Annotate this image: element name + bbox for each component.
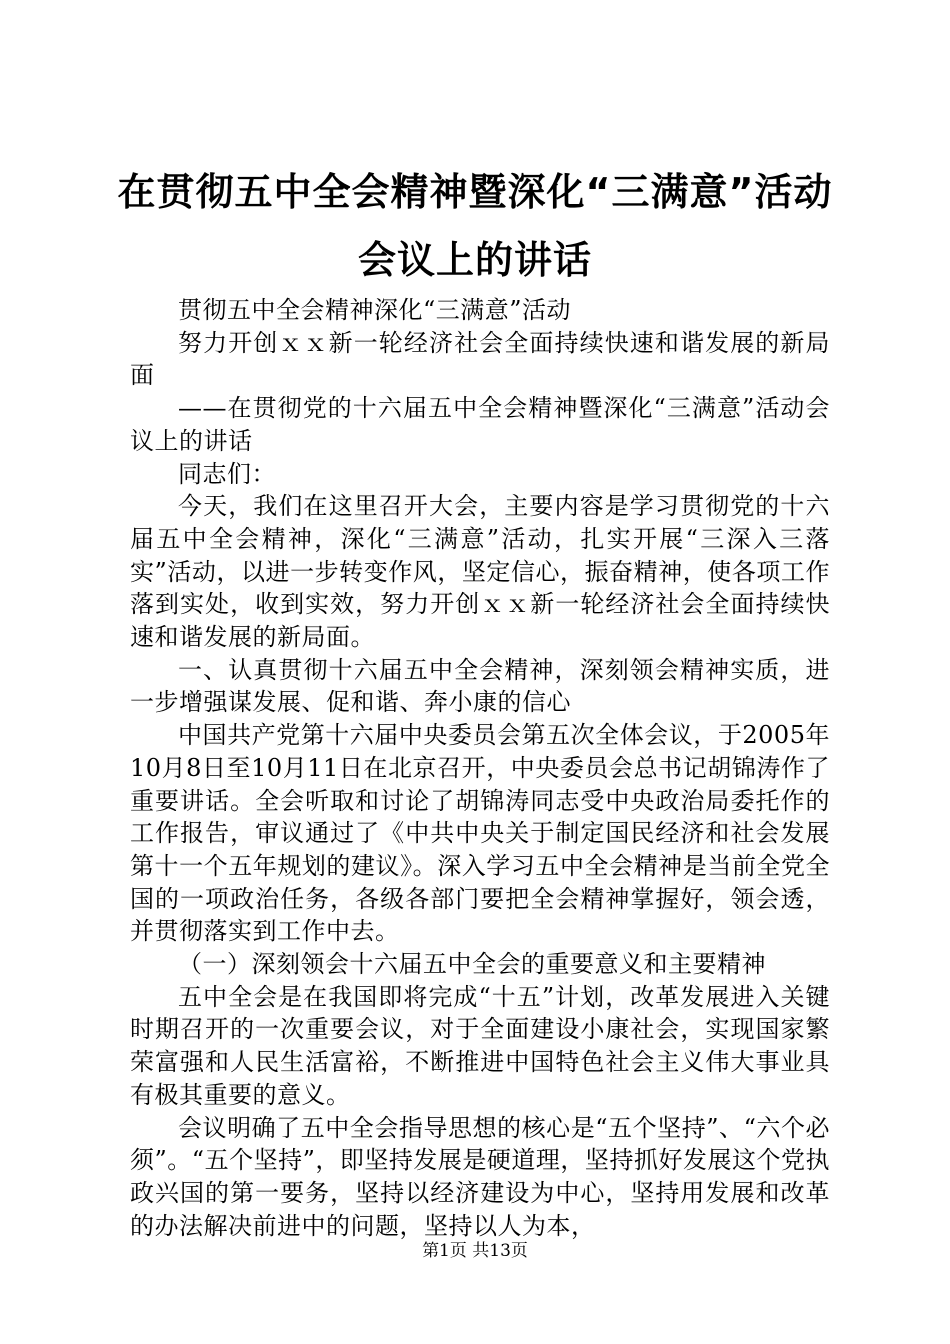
- subsection-heading: （一）深刻领会十六届五中全会的重要意义和主要精神: [178, 950, 766, 979]
- paragraph-subtitle: 贯彻五中全会精神深化“三满意”活动: [178, 296, 572, 324]
- page-footer: 第1页 共13页: [422, 1241, 528, 1261]
- paragraph-body: 五中全会是在我国即将完成“十五”计划，改革发展进入关键时期召开的一次重要会议，对于全面建设小康社会，实现国家繁荣富强和人民生活富裕，不断推进中国特色社会主义伟大事业具有极其重要的意义。: [130, 982, 830, 1109]
- page-title: 在贯彻五中全会精神暨深化“三满意”活动会议上的讲话: [117, 170, 833, 282]
- paragraph-subtitle-2: 努力开创ｘｘ新一轮经济社会全面持续快速和谐发展的新局面: [130, 328, 830, 390]
- paragraph-byline: ——在贯彻党的十六届五中全会精神暨深化“三满意”活动会议上的讲话: [130, 394, 830, 455]
- paragraph-body: 会议明确了五中全会指导思想的核心是“五个坚持”、“六个必须”。“五个坚持”，即坚持发展是硬道理，坚持抓好发展这个党执政兴国的第一要务，坚持以经济建设为中心，坚持用发展和改革的办法解决前进中的问题，坚持以人为本，: [130, 1113, 830, 1240]
- document-body: [130, 294, 830, 1242]
- section-heading: 一、认真贯彻十六届五中全会精神，深刻领会精神实质，进一步增强谋发展、促和谐、奔小康的信心: [130, 655, 830, 717]
- paragraph-salutation: 同志们：: [178, 459, 276, 488]
- paragraph-body: 今天，我们在这里召开大会，主要内容是学习贯彻党的十六届五中全会精神，深化“三满意”活动，扎实开展“三深入三落实”活动，以进一步转变作风，坚定信心，振奋精神，使各项工作落到实处，收到实效，努力开创ｘｘ新一轮经济社会全面持续快速和谐发展的新局面。: [130, 492, 830, 652]
- paragraph-body: 中国共产党第十六届中央委员会第五次全体会议，于2005年10月8日至10月11日在北京召开，中央委员会总书记胡锦涛作了重要讲话。全会听取和讨论了胡锦涛同志受中央政治局委托作的工作报告，审议通过了《中共中央关于制定国民经济和社会发展第十一个五年规划的建议》。深入学习五中全会精神是当前全党全国的一项政治任务，各级各部门要把全会精神掌握好，领会透，并贯彻落实到工作中去。: [130, 721, 830, 946]
